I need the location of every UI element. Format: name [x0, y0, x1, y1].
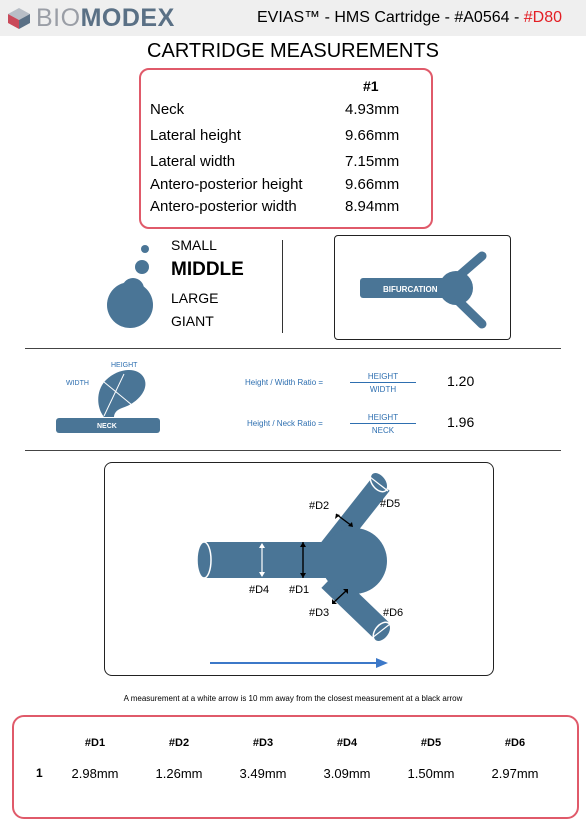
d3-label: #D3	[309, 607, 330, 619]
d1-label: #D1	[289, 584, 310, 596]
document-title: EVIAS™ - HMS Cartridge - #A0564 - #D80	[256, 9, 562, 26]
measurement-value: 4.93mm	[345, 101, 400, 118]
height-width-ratio-label: Height / Width Ratio =	[245, 378, 324, 387]
height-neck-ratio-value: 1.96	[447, 414, 475, 430]
table-cell-d5: 1.50mm	[407, 766, 455, 781]
table-header-d2: #D2	[168, 737, 190, 749]
table-row-label: 1	[36, 766, 43, 780]
fraction-bar	[350, 423, 416, 424]
measurement-value: 9.66mm	[345, 127, 400, 144]
size-middle-selected: MIDDLE	[171, 259, 244, 280]
size-small: SMALL	[171, 237, 217, 253]
table-header-d3: #D3	[252, 737, 274, 749]
height-label: HEIGHT	[111, 362, 138, 369]
vessel-diameter-diagram	[104, 462, 492, 674]
divider	[25, 348, 561, 349]
table-header-d5: #D5	[420, 737, 442, 749]
measurement-value: 8.94mm	[345, 198, 400, 215]
divider	[282, 240, 283, 333]
section-title: CARTRIDGE MEASUREMENTS	[147, 40, 439, 62]
measurement-label: Neck	[150, 101, 185, 118]
neck-label: NECK	[97, 423, 117, 430]
table-header-d1: #D1	[84, 737, 106, 749]
logo-cube-icon	[6, 6, 32, 30]
fraction-bar	[350, 382, 416, 383]
measurement-label: Lateral height	[150, 127, 241, 144]
table-header-d6: #D6	[504, 737, 526, 749]
logo-text: BIOMODEX	[36, 3, 175, 32]
size-large: LARGE	[171, 290, 219, 306]
biomodex-logo	[6, 4, 175, 32]
aneurysm-size-circles-icon	[100, 240, 170, 332]
measurement-label: Lateral width	[150, 153, 236, 170]
table-cell-d3: 3.49mm	[239, 766, 287, 781]
ratio-numerator: HEIGHT	[367, 413, 399, 422]
measurement-label: Antero-posterior width	[150, 198, 297, 215]
table-cell-d6: 2.97mm	[491, 766, 539, 781]
ratio-denominator: NECK	[371, 426, 395, 435]
size-giant: GIANT	[171, 313, 214, 329]
table-cell-d2: 1.26mm	[155, 766, 203, 781]
measurement-value: 9.66mm	[345, 176, 400, 193]
height-neck-ratio-label: Height / Neck Ratio =	[247, 419, 323, 428]
divider	[25, 450, 561, 451]
ratio-numerator: HEIGHT	[367, 372, 399, 381]
measurement-value: 7.15mm	[345, 153, 400, 170]
height-width-ratio-value: 1.20	[447, 373, 475, 389]
measurements-column-header: #1	[363, 78, 379, 94]
table-cell-d1: 2.98mm	[71, 766, 119, 781]
ratio-denominator: WIDTH	[369, 385, 397, 394]
d6-label: #D6	[383, 607, 404, 619]
table-header-d4: #D4	[336, 737, 358, 749]
measurement-note: A measurement at a white arrow is 10 mm away from the closest measurement at a black arrow	[123, 694, 463, 703]
d4-label: #D4	[249, 584, 270, 596]
d5-label: #D5	[380, 498, 401, 510]
d2-label: #D2	[309, 500, 330, 512]
measurement-label: Antero-posterior height	[150, 176, 303, 193]
table-cell-d4: 3.09mm	[323, 766, 371, 781]
location-label: BIFURCATION	[383, 285, 438, 294]
width-label: WIDTH	[66, 380, 89, 387]
